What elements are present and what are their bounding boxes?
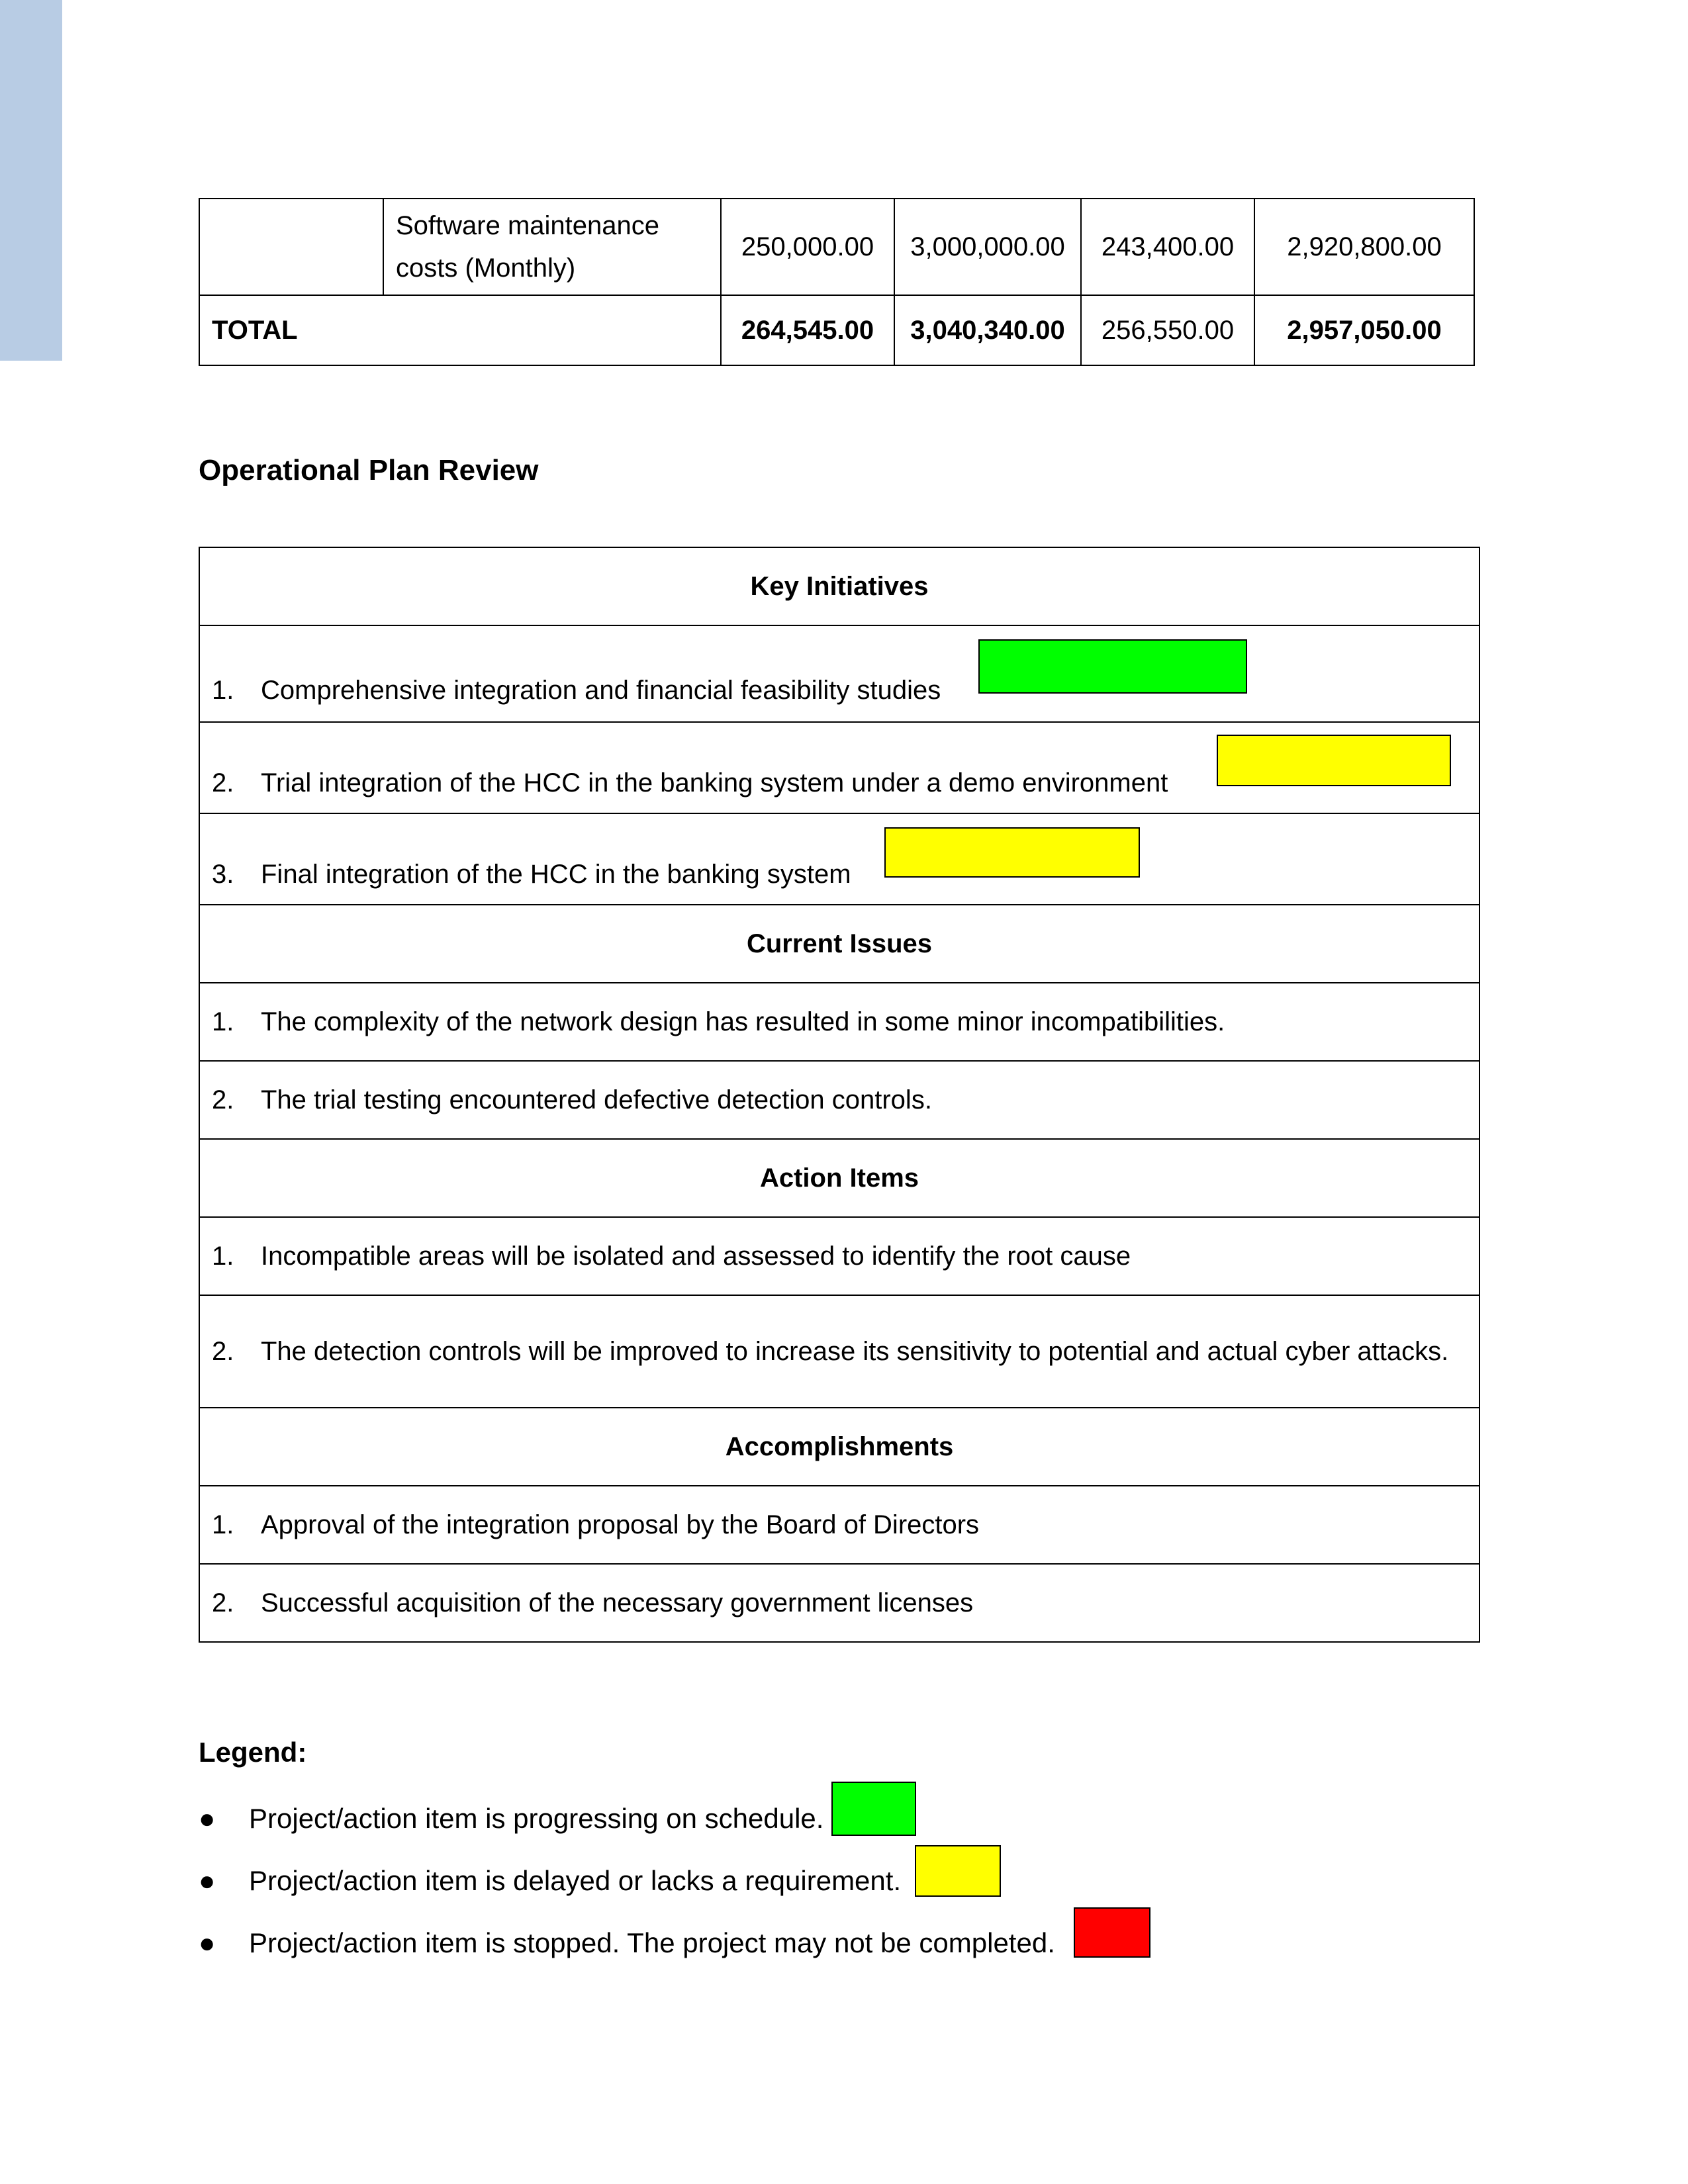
section-title: Operational Plan Review: [199, 454, 539, 486]
table-row: [199, 547, 1479, 625]
bullet-icon: ●: [199, 1865, 216, 1896]
budget-value: 3,000,000.00: [894, 199, 1081, 295]
legend-swatch-red: [1074, 1907, 1150, 1958]
status-swatch-yellow: [1217, 735, 1451, 786]
item-number: 3.: [212, 860, 234, 889]
status-swatch-green: [978, 639, 1247, 694]
table-row: [199, 1408, 1479, 1486]
table-row: [199, 813, 1479, 905]
total-label: TOTAL: [199, 295, 721, 365]
item-number: 2.: [212, 1085, 234, 1115]
table-row: [199, 1217, 1479, 1295]
action-text: Incompatible areas will be isolated and assessed to identify the root cause: [261, 1242, 1131, 1271]
table-row: [199, 1295, 1479, 1408]
total-value: 2,957,050.00: [1254, 295, 1474, 365]
legend-item-delayed: [199, 1861, 901, 1901]
issue-row: [199, 1061, 1479, 1139]
item-number: 1.: [212, 1510, 234, 1539]
table-row: [199, 295, 1474, 365]
total-value: 256,550.00: [1081, 295, 1254, 365]
budget-value: 250,000.00: [721, 199, 894, 295]
accomplishment-row: [199, 1486, 1479, 1564]
table-row: [199, 1061, 1479, 1139]
action-text: The detection controls will be improved to increase its sensitivity to potential and actual cyber attacks.: [261, 1337, 1449, 1366]
operational-plan-table: [199, 547, 1480, 1643]
legend-swatch-green: [831, 1782, 916, 1836]
initiative-row: [199, 722, 1479, 813]
legend-text: Project/action item is delayed or lacks a requirement.: [249, 1865, 902, 1896]
issue-row: [199, 983, 1479, 1061]
item-number: 2.: [212, 768, 234, 797]
side-accent-band: [0, 0, 62, 361]
table-row: [199, 983, 1479, 1061]
legend-text: Project/action item is stopped. The project may not be completed.: [249, 1927, 1055, 1958]
accomplishment-text: Approval of the integration proposal by the Board of Directors: [261, 1510, 980, 1539]
bullet-icon: ●: [199, 1927, 216, 1958]
total-value: 264,545.00: [721, 295, 894, 365]
table-row: [199, 1139, 1479, 1217]
table-row: [199, 1486, 1479, 1564]
table-row: [199, 1564, 1479, 1642]
legend-title: Legend:: [199, 1737, 307, 1768]
initiative-text: Final integration of the HCC in the banking system: [261, 860, 851, 889]
legend-item-stopped: [199, 1923, 1055, 1963]
budget-category-cell: [199, 199, 383, 295]
status-swatch-yellow: [884, 827, 1140, 878]
initiative-row: [199, 813, 1479, 905]
total-value: 3,040,340.00: [894, 295, 1081, 365]
legend-swatch-yellow: [915, 1845, 1001, 1897]
legend-text: Project/action item is progressing on schedule.: [249, 1803, 824, 1834]
table-row: [199, 625, 1479, 722]
item-number: 2.: [212, 1588, 234, 1617]
issue-text: The complexity of the network design has resulted in some minor incompatibilities.: [261, 1007, 1225, 1036]
budget-value: 243,400.00: [1081, 199, 1254, 295]
accomplishment-row: [199, 1564, 1479, 1642]
section-heading-key-initiatives: Key Initiatives: [199, 547, 1479, 625]
table-row: [199, 905, 1479, 983]
legend-item-on-schedule: [199, 1799, 823, 1839]
initiative-row: [199, 625, 1479, 722]
item-number: 2.: [212, 1337, 234, 1366]
item-number: 1.: [212, 1007, 234, 1036]
accomplishment-text: Successful acquisition of the necessary government licenses: [261, 1588, 974, 1617]
table-row: [199, 722, 1479, 813]
issue-text: The trial testing encountered defective detection controls.: [261, 1085, 932, 1115]
action-row: [199, 1295, 1479, 1408]
budget-value: 2,920,800.00: [1254, 199, 1474, 295]
action-row: [199, 1217, 1479, 1295]
section-heading-current-issues: Current Issues: [199, 905, 1479, 983]
initiative-text: Trial integration of the HCC in the banking system under a demo environment: [261, 768, 1168, 797]
table-row: [199, 199, 1474, 295]
budget-table: [199, 198, 1475, 366]
initiative-text: Comprehensive integration and financial feasibility studies: [261, 676, 941, 705]
bullet-icon: ●: [199, 1803, 216, 1834]
item-number: 1.: [212, 1242, 234, 1271]
section-heading-accomplishments: Accomplishments: [199, 1408, 1479, 1486]
item-number: 1.: [212, 676, 234, 705]
section-heading-action-items: Action Items: [199, 1139, 1479, 1217]
budget-item-label: Software maintenance costs (Monthly): [383, 199, 721, 295]
